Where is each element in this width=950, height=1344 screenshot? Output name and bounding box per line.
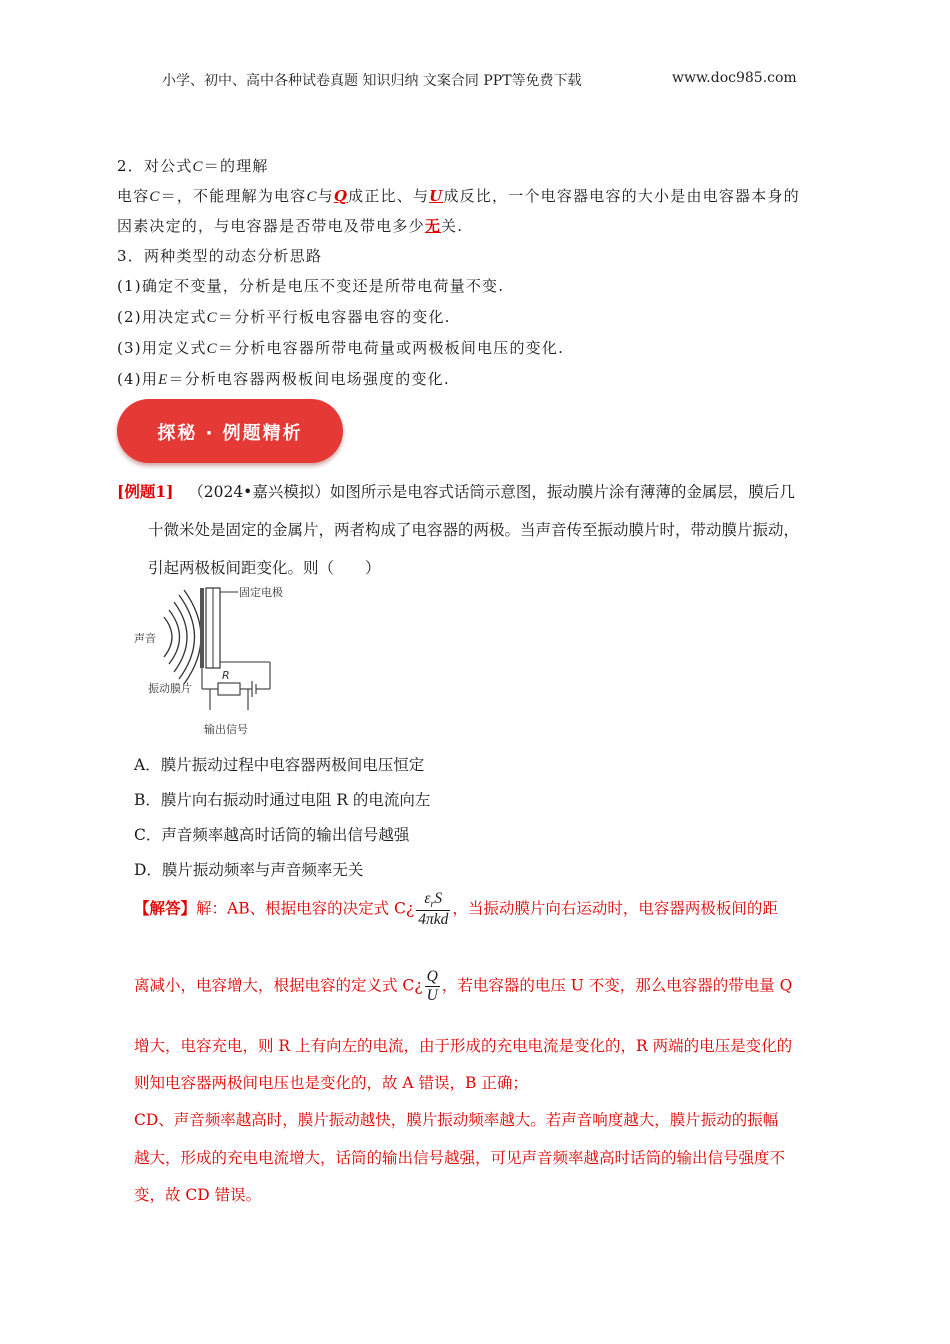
page-header-url[interactable]: www.doc985.com xyxy=(672,70,797,86)
formula-capacitance-decision: $\frac{\varepsilon_rS}{\text{4πkd}}$ xyxy=(418,890,449,929)
option-b[interactable]: B．膜片向右振动时通过电阻 R 的电流向左 xyxy=(134,791,431,809)
answer-line5: CD、声音频率越高时，膜片振动越快，膜片振动频率越大。若声音响度越大，膜片振动的振幅 xyxy=(134,1111,779,1129)
banner-label: 探秘 · 例题精析 xyxy=(157,423,303,444)
formula-capacitance-definition: $\frac{Q}{U}$ xyxy=(426,968,438,1004)
section3-item3: (3)用定义式C＝分析电容器所带电荷量或两极板间电压的变化. xyxy=(117,339,565,357)
answer-line7: 变，故 CD 错误。 xyxy=(134,1186,262,1204)
microphone-diagram xyxy=(130,582,300,742)
section3-item2: (2)用决定式C＝分析平行板电容器电容的变化. xyxy=(117,308,451,326)
example-line3: 引起两极板间距变化。则（ ） xyxy=(148,559,381,577)
label-fixed-electrode: 固定电极 xyxy=(239,586,283,599)
section-banner xyxy=(117,399,343,463)
answer-line2: 离减小，电容增大，根据电容的定义式 C¿ $\frac{Q}{U}$ ，若电容器的电压 U 不变，那么电容器的带电量 Q xyxy=(134,968,793,1004)
membrane-shape xyxy=(200,588,204,668)
answer-line3: 增大，电容充电，则 R 上有向左的电流，由于形成的充电电流是变化的，R 两端的电压是变化的 xyxy=(134,1037,793,1055)
label-membrane: 振动膜片 xyxy=(148,682,192,695)
example-tag: [例题1] xyxy=(117,482,174,501)
label-resistor: R xyxy=(222,669,230,682)
sound-waves-icon xyxy=(164,590,201,684)
section3-item1: (1)确定不变量，分析是电压不变还是所带电荷量不变. xyxy=(117,277,505,295)
section2-line2: 因素决定的，与电容器是否带电及带电多少无关. xyxy=(117,217,464,235)
section3-title: 3．两种类型的动态分析思路 xyxy=(117,247,323,265)
section2-line1: 电容C＝，不能理解为电容C与Q成正比、与U成反比，一个电容器电容的大小是由电容器本身的 xyxy=(117,187,800,205)
answer-line4: 则知电容器两极间电压也是变化的，故 A 错误，B 正确； xyxy=(134,1074,528,1092)
label-output-signal: 输出信号 xyxy=(204,723,248,736)
section3-item4: (4)用E＝分析电容器两极板间电场强度的变化. xyxy=(117,370,450,388)
answer-line6: 越大，形成的充电电流增大，话筒的输出信号越强，可见声音频率越高时话筒的输出信号强度不 xyxy=(134,1149,786,1167)
answer-line1: 【解答】解：AB、根据电容的决定式 C¿ $\frac{\varepsilon_rS}{\text{4πkd}}$ ，当振动膜片向右运动时，电容器两极板间的距 xyxy=(134,890,778,929)
option-d[interactable]: D．膜片振动频率与声音频率无关 xyxy=(134,861,364,879)
option-c[interactable]: C．声音频率越高时话筒的输出信号越强 xyxy=(134,826,410,844)
example-line2: 十微米处是固定的金属片，两者构成了电容器的两极。当声音传至振动膜片时，带动膜片振动， xyxy=(148,521,800,539)
option-a[interactable]: A．膜片振动过程中电容器两极间电压恒定 xyxy=(134,756,425,774)
page-header-left: 小学、初中、高中各种试卷真题 知识归纳 文案合同 PPT等免费下载 xyxy=(162,73,582,89)
answer-tag: 【解答】 xyxy=(134,898,197,918)
blank-q: Q xyxy=(333,187,349,205)
example-line1: [例题1] （2024•嘉兴模拟）如图所示是电容式话筒示意图，振动膜片涂有薄薄的金属层，膜后几 xyxy=(117,482,795,501)
blank-u: U xyxy=(429,187,444,205)
label-sound: 声音 xyxy=(134,632,156,645)
section2-title: 2．对公式C＝的理解 xyxy=(117,157,269,175)
blank-wu: 无 xyxy=(424,217,442,235)
resistor-shape xyxy=(218,683,240,695)
